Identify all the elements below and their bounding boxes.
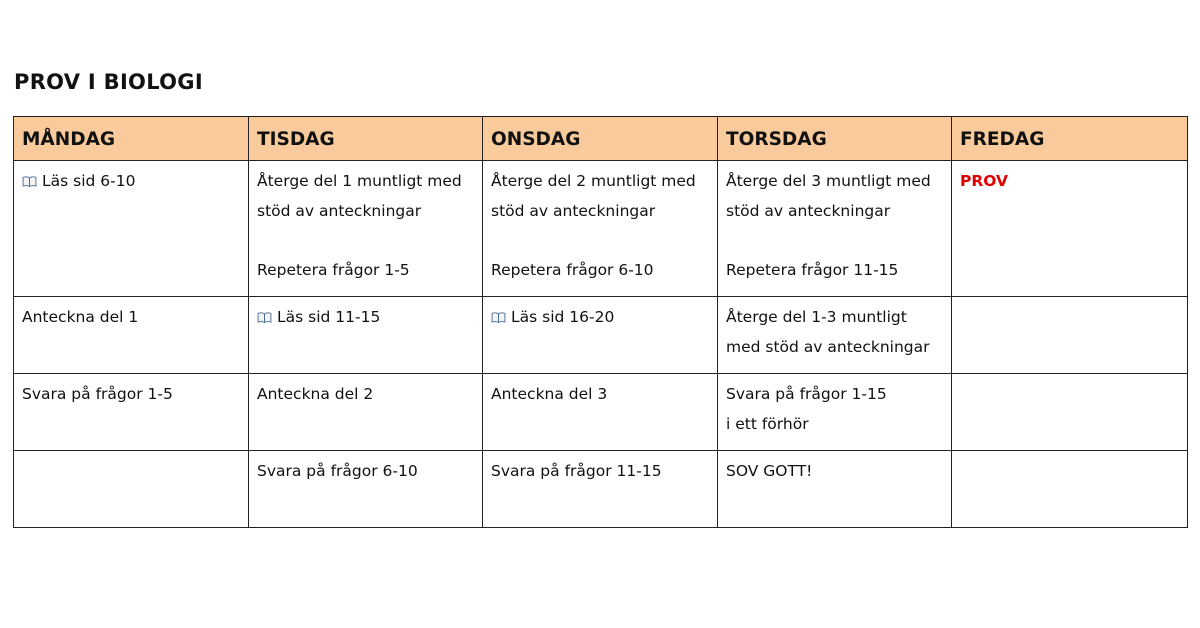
cell-wednesday: [483, 297, 718, 374]
cell-friday: [952, 451, 1188, 528]
cell-text: Svara på frågor 11-15: [491, 462, 662, 480]
cell-thursday: [718, 451, 952, 528]
page-title: PROV I BIOLOGI: [14, 70, 203, 94]
cell-text: stöd av anteckningar: [726, 201, 891, 220]
cell-monday: [14, 297, 249, 374]
table-row: [14, 374, 1188, 451]
schedule-table: [13, 116, 1188, 528]
cell-text: stöd av anteckningar: [491, 201, 656, 220]
cell-text: stöd av anteckningar: [257, 201, 422, 220]
cell-tuesday: [249, 451, 483, 528]
cell-text: Läs sid 16-20: [511, 308, 615, 326]
header-thursday: TORSDAG: [718, 117, 952, 161]
cell-text: Repetera frågor 1-5: [257, 260, 410, 279]
header-monday: MÅNDAG: [14, 117, 249, 161]
cell-text: med stöd av anteckningar: [726, 337, 930, 356]
cell-text: Läs sid 11-15: [277, 308, 381, 326]
cell-text: Återge del 3 muntligt med: [726, 172, 931, 190]
cell-text: Återge del 1 muntligt med: [257, 172, 462, 190]
cell-wednesday: [483, 374, 718, 451]
header-wednesday: ONSDAG: [483, 117, 718, 161]
cell-friday: [952, 297, 1188, 374]
cell-monday: [14, 451, 249, 528]
cell-thursday: [718, 297, 952, 374]
header-tuesday: TISDAG: [249, 117, 483, 161]
cell-text: Anteckna del 3: [491, 385, 608, 403]
cell-text: Repetera frågor 6-10: [491, 260, 654, 279]
cell-monday: [14, 374, 249, 451]
cell-text: Repetera frågor 11-15: [726, 260, 899, 279]
cell-monday: [14, 161, 249, 297]
cell-tuesday: [249, 374, 483, 451]
header-row: [14, 117, 1188, 161]
open-book-icon: [491, 312, 506, 323]
cell-text: Svara på frågor 1-5: [22, 385, 173, 403]
cell-text: SOV GOTT!: [726, 462, 813, 480]
cell-thursday: [718, 374, 952, 451]
cell-wednesday: [483, 451, 718, 528]
cell-text: Läs sid 6-10: [42, 172, 136, 190]
cell-text: Svara på frågor 1-15: [726, 385, 887, 403]
cell-text: Anteckna del 1: [22, 308, 139, 326]
header-friday: FREDAG: [952, 117, 1188, 161]
cell-text: Återge del 1-3 muntligt: [726, 308, 907, 326]
exam-label: PROV: [960, 172, 1009, 190]
cell-thursday: [718, 161, 952, 297]
cell-text: Svara på frågor 6-10: [257, 462, 418, 480]
cell-friday: [952, 161, 1188, 297]
cell-text: Anteckna del 2: [257, 385, 374, 403]
cell-friday: [952, 374, 1188, 451]
cell-text: Återge del 2 muntligt med: [491, 172, 696, 190]
table-row: [14, 297, 1188, 374]
cell-tuesday: [249, 161, 483, 297]
open-book-icon: [22, 176, 37, 187]
cell-wednesday: [483, 161, 718, 297]
open-book-icon: [257, 312, 272, 323]
table-row: [14, 451, 1188, 528]
table-row: [14, 161, 1188, 297]
cell-text: i ett förhör: [726, 414, 809, 433]
cell-tuesday: [249, 297, 483, 374]
